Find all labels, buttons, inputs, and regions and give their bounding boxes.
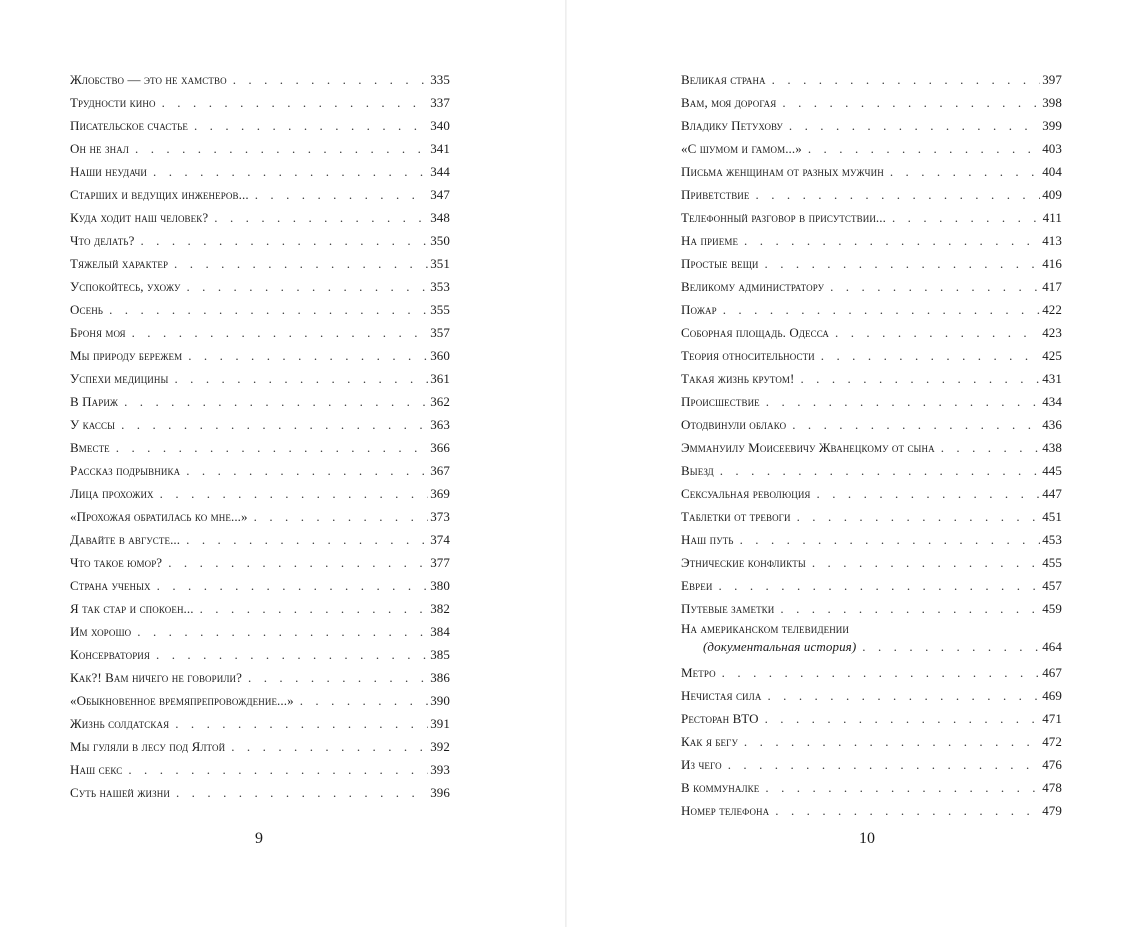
dot-leader: [892, 206, 1041, 229]
toc-entry[interactable]: [681, 528, 1062, 551]
right-page: [567, 0, 1133, 927]
toc-entry-page: 422: [1042, 302, 1062, 317]
toc-entry-page: 350: [430, 233, 450, 248]
dot-leader: [162, 91, 429, 114]
toc-entry-page: 340: [430, 118, 450, 133]
toc-entry[interactable]: [681, 114, 1062, 137]
toc-entry[interactable]: [70, 666, 450, 689]
toc-entry-subtitle: (документальная история): [703, 639, 857, 654]
dot-leader: [812, 551, 1040, 574]
toc-entry-page: 373: [430, 509, 450, 524]
toc-entry[interactable]: [681, 776, 1062, 799]
dot-leader: [800, 367, 1040, 390]
toc-entry-page: 455: [1042, 555, 1062, 570]
dot-leader: [782, 91, 1040, 114]
toc-entry-page: 438: [1042, 440, 1062, 455]
toc-entry[interactable]: [681, 390, 1062, 413]
toc-entry-page: 479: [1042, 803, 1062, 818]
dot-leader: [767, 684, 1040, 707]
toc-entry[interactable]: [70, 114, 450, 137]
toc-entry[interactable]: [70, 160, 450, 183]
toc-entry-page: 445: [1042, 463, 1062, 478]
toc-entry[interactable]: [70, 183, 450, 206]
dot-leader: [830, 275, 1040, 298]
dot-leader: [157, 574, 429, 597]
toc-entry-title: Тяжелый характер: [70, 256, 169, 271]
dot-leader: [248, 666, 428, 689]
toc-entry[interactable]: [681, 229, 1062, 252]
toc-entry-title: Теория относительности: [681, 348, 815, 363]
toc-entry-page: 392: [430, 739, 450, 754]
toc-entry-page: 447: [1042, 486, 1062, 501]
toc-entry-title: Мы гуляли в лесу под Ялтой: [70, 739, 226, 754]
toc-entry-title: Наш секс: [70, 762, 123, 777]
toc-entry[interactable]: [681, 367, 1062, 390]
toc-entry[interactable]: [681, 684, 1062, 707]
dot-leader: [160, 482, 429, 505]
toc-entry-title: Великому администратору: [681, 279, 825, 294]
dot-leader: [135, 137, 428, 160]
toc-entry[interactable]: [70, 413, 450, 436]
toc-entry[interactable]: [70, 551, 450, 574]
toc-entry[interactable]: [70, 620, 450, 643]
dot-leader: [765, 707, 1041, 730]
dot-leader: [722, 661, 1041, 684]
toc-entry-page: 344: [430, 164, 450, 179]
toc-entry[interactable]: [681, 321, 1062, 344]
toc-group-a: [681, 68, 1062, 620]
dot-leader: [766, 390, 1040, 413]
toc-entry[interactable]: [70, 137, 450, 160]
toc-entry[interactable]: [70, 91, 450, 114]
dot-leader: [153, 160, 428, 183]
toc-entry[interactable]: [70, 252, 450, 275]
toc-entry-title: Броня моя: [70, 325, 126, 340]
toc-entry-page: 459: [1042, 601, 1062, 616]
toc-entry-title: Трудности кино: [70, 95, 156, 110]
toc-entry-page: 384: [430, 624, 450, 639]
dot-leader: [772, 68, 1041, 91]
toc-entry-title: Куда ходит наш человек?: [70, 210, 209, 225]
toc-entry[interactable]: [681, 730, 1062, 753]
toc-entry-page: 377: [430, 555, 450, 570]
toc-entry-page: 351: [430, 256, 450, 271]
dot-leader: [233, 68, 429, 91]
toc-entry[interactable]: [70, 505, 450, 528]
toc-entry-title: Письма женщинам от разных мужчин: [681, 164, 884, 179]
toc-entry-page: 348: [430, 210, 450, 225]
toc-entry-title: Консерватория: [70, 647, 151, 662]
toc-entry-title: Суть нашей жизни: [70, 785, 170, 800]
toc-entry-page: 436: [1042, 417, 1062, 432]
toc-entry-title: У кассы: [70, 417, 116, 432]
toc-entry-title: Я так стар и спокоен...: [70, 601, 194, 616]
dot-leader: [124, 390, 428, 413]
dot-leader: [723, 298, 1040, 321]
toc-entry[interactable]: [681, 482, 1062, 505]
toc-entry-title: Рассказ подрывника: [70, 463, 181, 478]
dot-leader: [744, 229, 1040, 252]
toc-entry-title: Эммануилу Моисеевичу Жванецкому от сына: [681, 440, 935, 455]
dot-leader: [140, 229, 428, 252]
toc-entry[interactable]: [70, 206, 450, 229]
toc-entry[interactable]: [681, 91, 1062, 114]
toc-entry-title: Мы природу бережем: [70, 348, 183, 363]
toc-entry-title: Соборная площадь. Одесса: [681, 325, 830, 340]
dot-leader: [255, 183, 429, 206]
dot-leader: [862, 638, 1040, 656]
toc-entry-page: 337: [430, 95, 450, 110]
toc-entry-title: Вместе: [70, 440, 110, 455]
toc-entry-page: 404: [1042, 164, 1062, 179]
toc-entry-page: 464: [1042, 639, 1062, 654]
toc-entry[interactable]: [70, 390, 450, 413]
toc-entry-page: 399: [1042, 118, 1062, 133]
toc-entry-title: В Париж: [70, 394, 119, 409]
toc-entry-title: Путевые заметки: [681, 601, 775, 616]
toc-entry-page: 423: [1042, 325, 1062, 340]
toc-entry[interactable]: [70, 367, 450, 390]
toc-entry-title: Такая жизнь крутом!: [681, 371, 795, 386]
toc-entry-title: На приеме: [681, 233, 739, 248]
toc-entry-page: 478: [1042, 780, 1062, 795]
toc-entry-page: 361: [430, 371, 450, 386]
dot-leader: [740, 528, 1041, 551]
toc-entry-title: Им хорошо: [70, 624, 132, 639]
toc-entry[interactable]: [681, 68, 1062, 91]
toc-entry[interactable]: [70, 712, 450, 735]
toc-entry[interactable]: [681, 799, 1062, 822]
toc-entry-title: Старших и ведущих инженеров...: [70, 187, 249, 202]
dot-leader: [186, 275, 428, 298]
toc-entry-title: Нечистая сила: [681, 688, 762, 703]
toc-entry-title: Жлобство — это не хамство: [70, 72, 227, 87]
toc-entry-title: Происшествие: [681, 394, 760, 409]
toc-entry-page: 396: [430, 785, 450, 800]
toc-entry-page: 341: [430, 141, 450, 156]
dot-leader: [720, 459, 1040, 482]
toc-entry[interactable]: [681, 574, 1062, 597]
toc-entry-page: 335: [430, 72, 450, 87]
toc-entry-page: 453: [1042, 532, 1062, 547]
toc-entry-title: Из чего: [681, 757, 722, 772]
toc-entry[interactable]: [681, 137, 1062, 160]
toc-entry[interactable]: [70, 321, 450, 344]
toc-entry-title: Страна ученых: [70, 578, 151, 593]
toc-entry-title: «Обыкновенное времяпрепровождение...»: [70, 693, 294, 708]
toc-entry[interactable]: [681, 160, 1062, 183]
toc-entry-page: 386: [430, 670, 450, 685]
toc-entry[interactable]: [681, 252, 1062, 275]
toc-entry-page: 457: [1042, 578, 1062, 593]
dot-leader: [890, 160, 1040, 183]
toc-entry-title: Метро: [681, 665, 716, 680]
toc-entry[interactable]: [681, 436, 1062, 459]
toc-entry-page: 380: [430, 578, 450, 593]
toc-entry[interactable]: [681, 707, 1062, 730]
dot-leader: [137, 620, 428, 643]
toc-entry-page: 472: [1042, 734, 1062, 749]
dot-leader: [765, 776, 1040, 799]
toc-entry-page: 397: [1042, 72, 1062, 87]
toc-entry[interactable]: [681, 753, 1062, 776]
toc-entry-title: Успехи медицины: [70, 371, 169, 386]
toc-list-right: [681, 68, 1062, 822]
dot-leader: [808, 137, 1040, 160]
dot-leader: [231, 735, 428, 758]
dot-leader: [176, 781, 428, 804]
toc-entry-title: Телефонный разговор в присутствии...: [681, 210, 886, 225]
toc-entry-page: 385: [430, 647, 450, 662]
toc-group-b: [681, 661, 1062, 822]
toc-entry-title: Великая страна: [681, 72, 766, 87]
toc-list-left: [70, 68, 450, 804]
toc-entry[interactable]: [70, 528, 450, 551]
dot-leader: [194, 114, 428, 137]
dot-leader: [765, 252, 1041, 275]
toc-entry-title: Лица прохожих: [70, 486, 154, 501]
dot-leader: [186, 528, 428, 551]
toc-entry[interactable]: [681, 206, 1062, 229]
dot-leader: [744, 730, 1040, 753]
toc-entry[interactable]: [681, 597, 1062, 620]
left-page: [0, 0, 566, 927]
toc-entry[interactable]: [70, 482, 450, 505]
dot-leader: [116, 436, 428, 459]
toc-entry-page: 417: [1042, 279, 1062, 294]
dot-leader: [186, 459, 428, 482]
dot-leader: [792, 413, 1040, 436]
dot-leader: [200, 597, 429, 620]
toc-entry-page: 411: [1042, 210, 1062, 225]
toc-entry-title: Что делать?: [70, 233, 135, 248]
toc-entry[interactable]: [70, 436, 450, 459]
toc-entry-title: Давайте в августе...: [70, 532, 181, 547]
toc-entry-page: 425: [1042, 348, 1062, 363]
dot-leader: [775, 799, 1040, 822]
toc-entry[interactable]: [681, 661, 1062, 684]
toc-entry[interactable]: [70, 689, 450, 712]
toc-entry[interactable]: [681, 298, 1062, 321]
toc-entry-title: Сексуальная революция: [681, 486, 811, 501]
toc-entry-page: 469: [1042, 688, 1062, 703]
toc-entry-title: Что такое юмор?: [70, 555, 163, 570]
dot-leader: [128, 758, 428, 781]
toc-entry-title: Пожар: [681, 302, 717, 317]
toc-entry-title: Наш путь: [681, 532, 734, 547]
toc-entry-title: Жизнь солдатская: [70, 716, 170, 731]
toc-entry-page: 347: [430, 187, 450, 202]
toc-entry-page: 362: [430, 394, 450, 409]
toc-entry-page: 467: [1042, 665, 1062, 680]
toc-entry-page: 476: [1042, 757, 1062, 772]
toc-entry[interactable]: [70, 229, 450, 252]
toc-entry[interactable]: [681, 505, 1062, 528]
toc-entry-page: 393: [430, 762, 450, 777]
dot-leader: [780, 597, 1040, 620]
toc-entry-title: «Прохожая обратилась ко мне...»: [70, 509, 248, 524]
dot-leader: [718, 574, 1040, 597]
toc-entry-title: Писательское счастье: [70, 118, 188, 133]
toc-entry-page: 403: [1042, 141, 1062, 156]
toc-entry-title: На американском телевидении: [681, 621, 849, 636]
toc-entry-title: Выезд: [681, 463, 714, 478]
toc-entry-title: Осень: [70, 302, 104, 317]
toc-entry-page: 355: [430, 302, 450, 317]
toc-entry[interactable]: [681, 459, 1062, 482]
toc-entry-page: 374: [430, 532, 450, 547]
toc-entry-title: Таблетки от тревоги: [681, 509, 791, 524]
toc-entry-page: 471: [1042, 711, 1062, 726]
toc-entry[interactable]: [70, 68, 450, 91]
toc-entry-title: Как?! Вам ничего не говорили?: [70, 670, 243, 685]
toc-entry-title: Этнические конфликты: [681, 555, 806, 570]
dot-leader: [300, 689, 428, 712]
toc-entry[interactable]: [681, 344, 1062, 367]
toc-entry-page: 369: [430, 486, 450, 501]
page-number: 10: [859, 830, 875, 847]
toc-entry-page: 413: [1042, 233, 1062, 248]
toc-entry-title: «С шумом и гамом...»: [681, 141, 802, 156]
toc-entry-page: 357: [430, 325, 450, 340]
dot-leader: [821, 344, 1040, 367]
toc-entry-page: 390: [430, 693, 450, 708]
toc-entry-page: 366: [430, 440, 450, 455]
toc-entry[interactable]: [70, 781, 450, 804]
toc-entry[interactable]: [681, 413, 1062, 436]
toc-entry-title: Как я бегу: [681, 734, 738, 749]
toc-entry-multiline[interactable]: [681, 620, 1062, 661]
toc-entry[interactable]: [681, 183, 1062, 206]
dot-leader: [254, 505, 429, 528]
toc-entry-title: В коммуналке: [681, 780, 760, 795]
toc-entry-title: Простые вещи: [681, 256, 759, 271]
toc-entry[interactable]: [70, 735, 450, 758]
toc-entry-page: 382: [430, 601, 450, 616]
toc-entry[interactable]: [70, 574, 450, 597]
dot-leader: [174, 252, 428, 275]
toc-entry[interactable]: [70, 344, 450, 367]
dot-leader: [941, 436, 1040, 459]
toc-entry[interactable]: [681, 551, 1062, 574]
dot-leader: [797, 505, 1041, 528]
toc-entry-page: 409: [1042, 187, 1062, 202]
dot-leader: [174, 367, 428, 390]
dot-leader: [121, 413, 428, 436]
toc-entry-page: 353: [430, 279, 450, 294]
dot-leader: [728, 753, 1041, 776]
toc-entry-page: 398: [1042, 95, 1062, 110]
toc-entry-title: Успокойтесь, ухожу: [70, 279, 181, 294]
dot-leader: [132, 321, 429, 344]
toc-entry-title: Наши неудачи: [70, 164, 147, 179]
toc-entry-title: Приветствие: [681, 187, 750, 202]
toc-entry-page: 416: [1042, 256, 1062, 271]
toc-entry-title: Номер телефона: [681, 803, 770, 818]
toc-entry[interactable]: [70, 758, 450, 781]
toc-entry[interactable]: [70, 298, 450, 321]
toc-entry-page: 431: [1042, 371, 1062, 386]
toc-entry-title: Владику Петухову: [681, 118, 783, 133]
toc-entry-title: Вам, моя дорогая: [681, 95, 777, 110]
toc-entry-page: 391: [430, 716, 450, 731]
toc-entry[interactable]: [681, 275, 1062, 298]
toc-entry-page: 367: [430, 463, 450, 478]
toc-entry-page: 434: [1042, 394, 1062, 409]
dot-leader: [188, 344, 428, 367]
toc-entry-title: Евреи: [681, 578, 713, 593]
dot-leader: [168, 551, 428, 574]
toc-entry[interactable]: [70, 643, 450, 666]
dot-leader: [156, 643, 428, 666]
toc-entry[interactable]: [70, 459, 450, 482]
dot-leader: [109, 298, 428, 321]
dot-leader: [835, 321, 1040, 344]
toc-entry-title: Отодвинули облако: [681, 417, 787, 432]
dot-leader: [817, 482, 1041, 505]
toc-entry-page: 360: [430, 348, 450, 363]
dot-leader: [175, 712, 428, 735]
toc-entry-title: Ресторан ВТО: [681, 711, 759, 726]
page-number: 9: [255, 830, 263, 847]
toc-entry-page: 363: [430, 417, 450, 432]
toc-entry[interactable]: [70, 275, 450, 298]
dot-leader: [789, 114, 1040, 137]
dot-leader: [214, 206, 428, 229]
toc-entry[interactable]: [70, 597, 450, 620]
toc-entry-page: 451: [1042, 509, 1062, 524]
toc-entry-title: Он не знал: [70, 141, 129, 156]
dot-leader: [756, 183, 1041, 206]
